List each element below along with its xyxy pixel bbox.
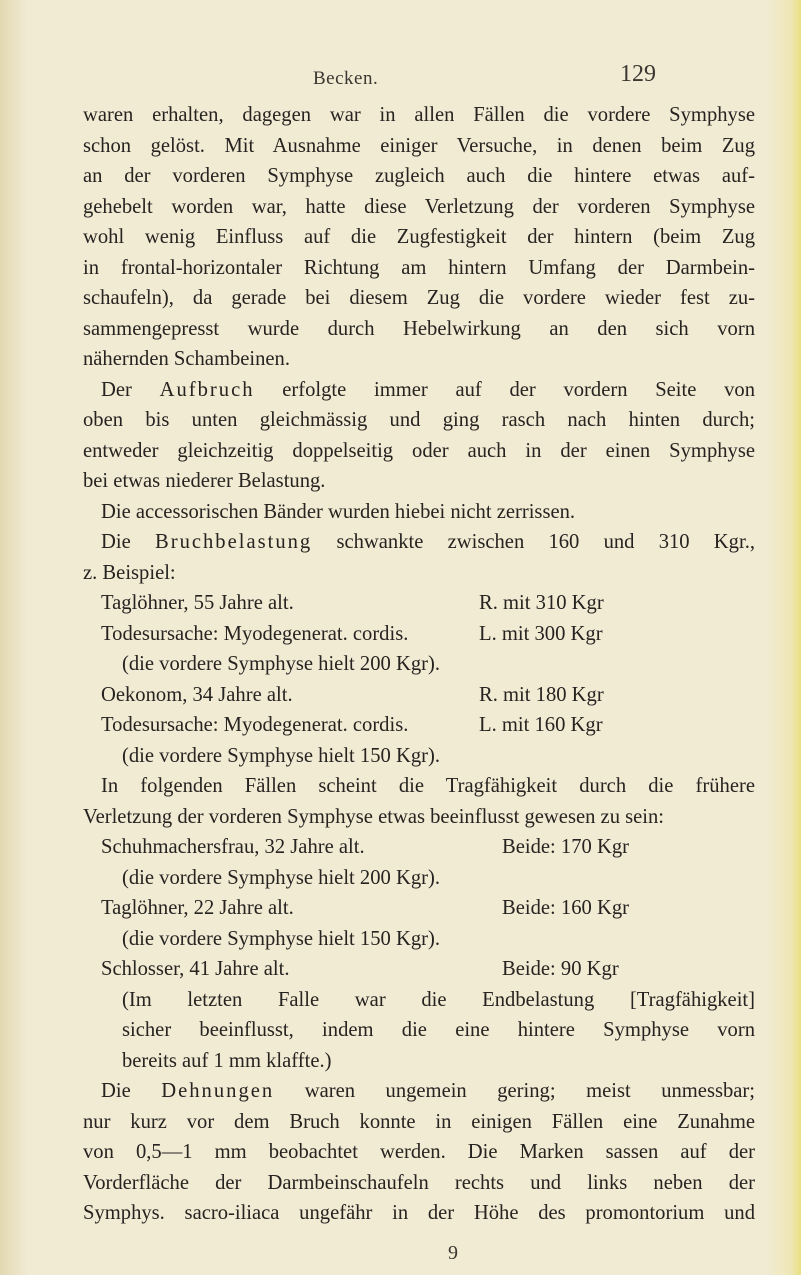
page-number: 129 bbox=[620, 61, 656, 87]
text-line: waren erhalten, dagegen war in allen Fällen die vordere Symphyse bbox=[83, 104, 755, 126]
note-line: (Im letzten Falle war die Endbelastung [Tragfähigkeit] bbox=[122, 988, 755, 1011]
example-note: (die vordere Symphyse hielt 200 Kgr). bbox=[122, 653, 440, 675]
text-line: nähernden Schambeinen. bbox=[83, 348, 291, 370]
text-line: gehebelt worden war, hatte diese Verletzung der vorderen Symphyse bbox=[83, 195, 755, 218]
example-note-row bbox=[83, 741, 755, 772]
example-row bbox=[83, 954, 755, 985]
example-value: Beide: 160 Kgr bbox=[502, 897, 629, 919]
emphasized-term: Bruchbelastung bbox=[154, 531, 313, 553]
line-rest: schwankte zwischen 160 und 310 Kgr., bbox=[336, 531, 755, 553]
text-line: schaufeln), da gerade bei diesem Zug die vordere wieder fest zu- bbox=[83, 287, 755, 309]
text-line: In folgenden Fällen scheint die Tragfähigkeit durch die frühere bbox=[101, 775, 755, 797]
note-line: sicher beeinflusst, indem die eine hintere Symphyse vorn bbox=[122, 1019, 755, 1041]
example-value: Beide: 170 Kgr bbox=[502, 836, 629, 858]
example-text: Schlosser, 41 Jahre alt. bbox=[101, 958, 290, 980]
signature-mark: 9 bbox=[448, 1242, 458, 1264]
text-line: Symphys. sacro-iliaca ungefähr in der Höhe des promontorium und bbox=[83, 1202, 755, 1224]
paragraph-start-line bbox=[83, 375, 755, 406]
example-note-row bbox=[83, 649, 755, 680]
example-note-row bbox=[83, 924, 755, 955]
body-text bbox=[83, 100, 755, 1229]
text-line: schon gelöst. Mit Ausnahme einiger Versuche, in denen beim Zug bbox=[83, 134, 755, 157]
example-text: Taglöhner, 55 Jahre alt. bbox=[101, 592, 294, 614]
running-title: Becken. bbox=[313, 68, 379, 89]
paragraph-start-line bbox=[83, 1076, 755, 1107]
lead-word: Der bbox=[101, 378, 132, 401]
text-line: in frontal-horizontaler Richtung am hintern Umfang der Darmbein- bbox=[83, 256, 755, 279]
text-line: z. Beispiel: bbox=[83, 561, 176, 584]
text-line: Vorderfläche der Darmbeinschaufeln rechts und links neben der bbox=[83, 1171, 755, 1194]
text-line: an der vorderen Symphyse zugleich auch die hintere etwas auf- bbox=[83, 165, 755, 187]
example-text: Todesursache: Myodegenerat. cordis. bbox=[101, 622, 409, 645]
emphasized-term: Dehnungen bbox=[161, 1080, 275, 1102]
text-line: wohl wenig Einfluss auf die Zugfestigkeit der hintern (beim Zug bbox=[83, 226, 755, 248]
lead-word: Die bbox=[101, 1080, 131, 1102]
example-text: Taglöhner, 22 Jahre alt. bbox=[101, 897, 294, 919]
text-line: entweder gleichzeitig doppelseitig oder auch in der einen Symphyse bbox=[83, 439, 755, 462]
paragraph-start-line bbox=[83, 527, 755, 558]
example-row bbox=[83, 619, 755, 650]
text-line: Die accessorischen Bänder wurden hiebei nicht zerrissen. bbox=[101, 500, 576, 523]
example-value: R. mit 310 Kgr bbox=[479, 592, 604, 614]
page-header bbox=[0, 58, 801, 98]
example-row bbox=[83, 588, 755, 619]
example-note: (die vordere Symphyse hielt 150 Kgr). bbox=[122, 744, 440, 767]
example-text: Oekonom, 34 Jahre alt. bbox=[101, 683, 293, 706]
line-rest: erfolgte immer auf der vordern Seite von bbox=[282, 378, 755, 401]
example-row bbox=[83, 832, 755, 863]
text-line: sammengepresst wurde durch Hebelwirkung an den sich vorn bbox=[83, 317, 755, 340]
example-row bbox=[83, 710, 755, 741]
example-value: L. mit 300 Kgr bbox=[479, 622, 603, 645]
text-line: nur kurz vor dem Bruch konnte in einigen Fällen eine Zunahme bbox=[83, 1110, 755, 1133]
example-text: Todesursache: Myodegenerat. cordis. bbox=[101, 714, 409, 736]
example-value: R. mit 180 Kgr bbox=[479, 683, 604, 706]
line-rest: waren ungemein gering; meist unmessbar; bbox=[304, 1080, 755, 1102]
example-note: (die vordere Symphyse hielt 150 Kgr). bbox=[122, 927, 440, 950]
example-row bbox=[83, 893, 755, 924]
note-line: bereits auf 1 mm klaffte.) bbox=[122, 1049, 332, 1072]
text-line: Verletzung der vorderen Symphyse etwas beeinflusst gewesen zu sein: bbox=[83, 805, 665, 828]
text-line: oben bis unten gleichmässig und ging rasch nach hinten durch; bbox=[83, 409, 755, 431]
example-text: Schuhmachersfrau, 32 Jahre alt. bbox=[101, 836, 365, 858]
emphasized-term: Aufbruch bbox=[159, 378, 255, 401]
example-note: (die vordere Symphyse hielt 200 Kgr). bbox=[122, 866, 440, 889]
text-line: von 0,5—1 mm beobachtet werden. Die Marken sassen auf der bbox=[83, 1141, 755, 1163]
example-value: L. mit 160 Kgr bbox=[479, 714, 603, 736]
lead-word: Die bbox=[101, 531, 131, 553]
example-value: Beide: 90 Kgr bbox=[502, 958, 619, 980]
text-line: bei etwas niederer Belastung. bbox=[83, 470, 326, 492]
example-row bbox=[83, 680, 755, 711]
example-note-row bbox=[83, 863, 755, 894]
